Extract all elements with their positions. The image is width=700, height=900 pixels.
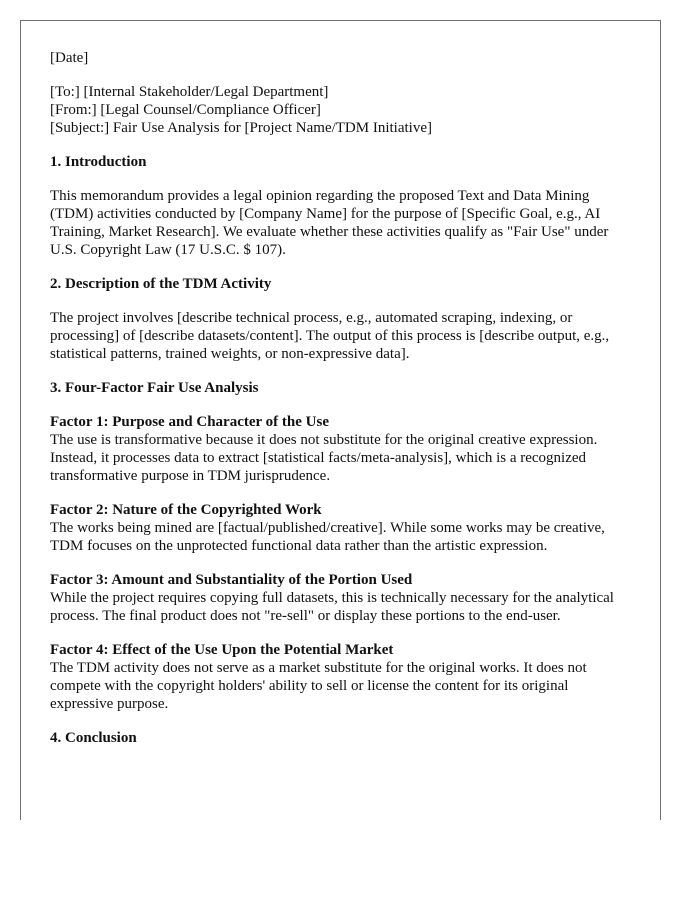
memo-subject: [Subject:] Fair Use Analysis for [Project Name/TDM Initiative] [50, 120, 432, 136]
memo-from: [From:] [Legal Counsel/Compliance Officer] [50, 102, 321, 118]
introduction-body: This memorandum provides a legal opinion regarding the proposed Text and Data Mining (TDM) activities conducted by [Company Name] for the purpose of [Specific Goal, e.g., AI Training, Market Research]. We evaluate whether these activities qualify as "Fair Use" under U.S. Copyright Law (17 U.S.C. $ 107). [50, 188, 609, 258]
conclusion-heading: 4. Conclusion [50, 730, 137, 746]
factor-3-title: Factor 3: Amount and Substantiality of the Portion Used [50, 572, 413, 588]
description-body: The project involves [describe technical process, e.g., automated scraping, indexing, or processing] of [describe datasets/content]. The output of this process is [describe output, e.g., statistical patterns, trained weights, or non-expressive data]. [50, 310, 610, 362]
factor-1-body: The use is transformative because it does not substitute for the original creative expression. Instead, it processes data to extract [statistical facts/meta-analysis], which is a recognized transformative purpose in TDM jurisprudence. [50, 432, 598, 484]
memo-to: [To:] [Internal Stakeholder/Legal Department] [50, 84, 329, 100]
factor-2-body: The works being mined are [factual/published/creative]. While some works may be creative, TDM focuses on the unprotected functional data rather than the artistic expression. [50, 520, 605, 554]
factor-3-body: While the project requires copying full datasets, this is technically necessary for the analytical process. The final product does not "re-sell" or display these portions to the end-user. [50, 590, 614, 624]
introduction-heading: 1. Introduction [50, 154, 147, 170]
factor-1-title: Factor 1: Purpose and Character of the Use [50, 414, 329, 430]
factor-2-title: Factor 2: Nature of the Copyrighted Work [50, 502, 322, 518]
analysis-heading: 3. Four-Factor Fair Use Analysis [50, 380, 259, 396]
memo-date: [Date] [50, 50, 89, 66]
factor-4-title: Factor 4: Effect of the Use Upon the Potential Market [50, 642, 394, 658]
memo-page [20, 20, 661, 820]
description-heading: 2. Description of the TDM Activity [50, 276, 272, 292]
factor-4-body: The TDM activity does not serve as a market substitute for the original works. It does not compete with the copyright holders' ability to sell or license the content for its original expressive purpose. [50, 660, 587, 712]
